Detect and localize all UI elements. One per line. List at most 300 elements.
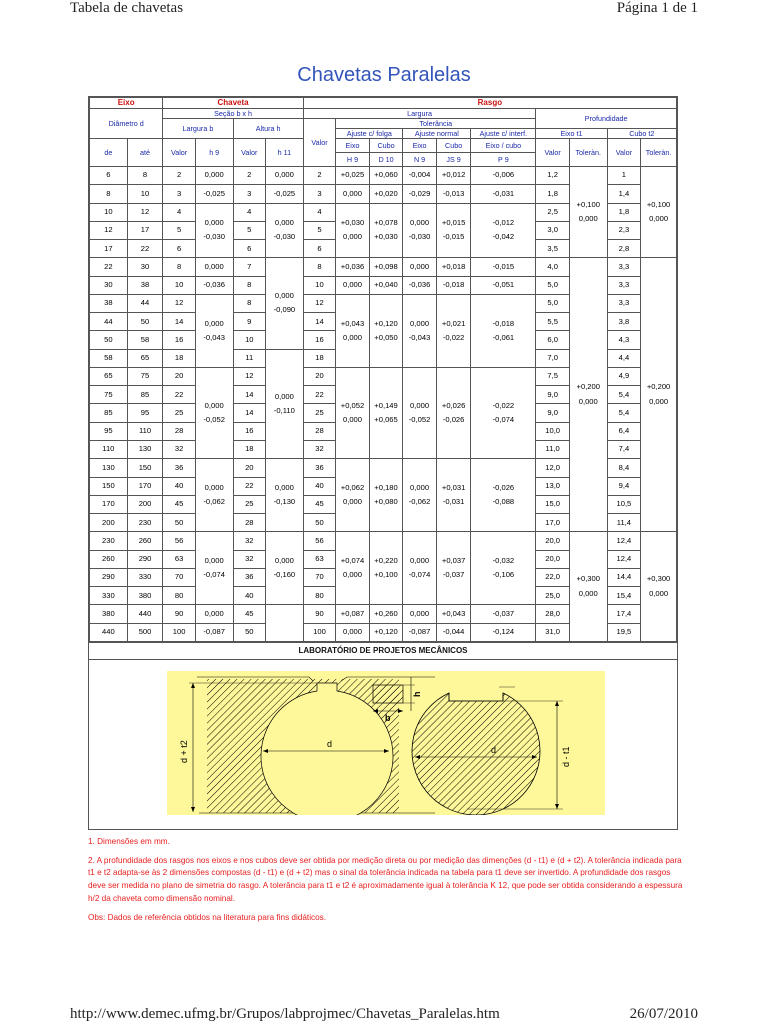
cell-b-valor: 70 [163, 568, 195, 586]
dim-h: h [412, 691, 422, 697]
cell-H9 [336, 605, 370, 623]
t2-line: +0,300 [646, 574, 671, 584]
tol-line: -0,088 [492, 497, 515, 507]
t1-line: 0,000 [578, 396, 598, 406]
cell-b-valor: 50 [163, 514, 195, 532]
cell-D10 [369, 605, 403, 623]
cell-t2-valor: 12,4 [607, 550, 641, 568]
cell-b-valor: 22 [163, 386, 195, 404]
col-largura-b: Largura b [163, 119, 233, 139]
cell-tol-h11 [266, 605, 304, 642]
cell-de: 30 [90, 276, 128, 294]
h11-line: -0,025 [273, 188, 296, 198]
cell-de: 22 [90, 258, 128, 276]
cell-H9 [336, 258, 370, 276]
cell-tol-h9 [195, 294, 233, 367]
cell-h-valor: 12 [233, 367, 265, 385]
cell-h-valor: 45 [233, 605, 265, 623]
h11-line: -0,160 [273, 570, 296, 580]
h9-line: -0,074 [203, 570, 225, 580]
print-header [70, 0, 698, 17]
cell-JS9 [436, 185, 471, 203]
cell-t1-valor: 5,0 [536, 294, 570, 312]
tol-line: 0,000 [410, 218, 430, 228]
tol-line: -0,022 [492, 400, 515, 410]
cell-ate: 150 [127, 459, 163, 477]
cell-t1-valor: 28,0 [536, 605, 570, 623]
h9-line: -0,052 [203, 415, 225, 425]
cell-de: 17 [90, 240, 128, 258]
t1-line: 0,000 [578, 588, 598, 598]
notes [88, 836, 688, 930]
h9-line: -0,036 [203, 280, 225, 290]
note-1: 1. Dimensões em mm. [88, 837, 170, 846]
col-chaveta: Chaveta [163, 98, 303, 109]
cell-de: 10 [90, 203, 128, 221]
cell-JS9 [436, 367, 471, 458]
col-N9: N 9 [403, 153, 437, 167]
cell-de: 260 [90, 550, 128, 568]
cell-b-valor: 4 [163, 203, 195, 221]
tol-line: -0,026 [442, 415, 465, 425]
tol-line: 0,000 [410, 261, 430, 271]
tol-line: -0,036 [408, 280, 431, 290]
tol-line: -0,074 [408, 570, 431, 580]
cell-P9 [471, 203, 536, 258]
t2-line: +0,100 [646, 199, 671, 209]
tol-line: +0,062 [340, 482, 365, 492]
tol-line: +0,100 [374, 570, 398, 580]
cell-de: 150 [90, 477, 128, 495]
cell-P9 [471, 276, 536, 294]
tol-line: +0,015 [441, 218, 466, 228]
cell-t2-valor: 17,4 [607, 605, 641, 623]
cell-largura-valor: 36 [303, 459, 335, 477]
print-footer-date: 26/07/2010 [629, 1006, 698, 1022]
cell-largura-valor: 50 [303, 514, 335, 532]
cell-t2-valor: 4,4 [607, 349, 641, 367]
cell-ate: 38 [127, 276, 163, 294]
cell-t1-valor: 7,5 [536, 367, 570, 385]
cell-b-valor: 8 [163, 258, 195, 276]
tol-line: -0,061 [492, 332, 515, 342]
cell-P9 [471, 459, 536, 532]
tol-line: -0,013 [442, 188, 465, 198]
tol-line: +0,020 [374, 188, 398, 198]
h11-line: -0,110 [273, 405, 295, 415]
cell-JS9 [436, 294, 471, 367]
cell-largura-valor: 40 [303, 477, 335, 495]
cell-b-valor: 5 [163, 221, 195, 239]
cell-D10 [369, 623, 403, 641]
col-largura-valor: Valor [303, 119, 335, 167]
cell-ate: 75 [127, 367, 163, 385]
cell-b-valor: 36 [163, 459, 195, 477]
h9-line: -0,062 [203, 497, 225, 507]
cell-ate: 22 [127, 240, 163, 258]
cell-ate: 58 [127, 331, 163, 349]
cell-t2-valor: 1 [607, 167, 641, 185]
cell-b-valor: 14 [163, 313, 195, 331]
cell-b-valor: 28 [163, 422, 195, 440]
cell-h-valor: 25 [233, 495, 265, 513]
t2-line: 0,000 [649, 396, 669, 406]
tol-line: -0,043 [408, 332, 431, 342]
cell-P9 [471, 532, 536, 605]
tol-line: 0,000 [410, 400, 430, 410]
col-rasgo: Rasgo [303, 98, 676, 109]
cell-h-valor: 20 [233, 459, 265, 477]
col-h-h11: h 11 [266, 139, 304, 167]
col-altura-h: Altura h [233, 119, 303, 139]
tol-line: -0,037 [442, 570, 465, 580]
cell-h-valor: 10 [233, 331, 265, 349]
cell-de: 44 [90, 313, 128, 331]
cell-tol-h9 [195, 185, 233, 203]
cell-t1-valor: 10,0 [536, 422, 570, 440]
h9-line: 0,000 [204, 218, 224, 228]
keys-table [89, 97, 677, 642]
cell-b-valor: 32 [163, 440, 195, 458]
cell-b-valor: 3 [163, 185, 195, 203]
cell-b-valor: 6 [163, 240, 195, 258]
t1-line: +0,300 [576, 574, 600, 584]
cell-ate: 10 [127, 185, 163, 203]
cell-largura-valor: 100 [303, 623, 335, 641]
cell-t1-toleran [569, 167, 607, 258]
col-folga-eixo: Eixo [336, 139, 370, 153]
cell-t1-toleran [569, 532, 607, 642]
cell-largura-valor: 6 [303, 240, 335, 258]
col-de: de [90, 139, 128, 167]
cell-JS9 [436, 203, 471, 258]
h11-line: -0,030 [273, 232, 296, 242]
table-row [90, 258, 677, 276]
col-largura: Largura [303, 109, 536, 119]
tol-line: -0,015 [442, 232, 465, 242]
tol-line: -0,062 [408, 497, 431, 507]
cell-t1-valor: 9,0 [536, 386, 570, 404]
cell-largura-valor: 18 [303, 349, 335, 367]
table-row [90, 167, 677, 185]
cell-D10 [369, 203, 403, 258]
cell-h-valor: 6 [233, 240, 265, 258]
tol-line: 0,000 [342, 332, 362, 342]
cell-N9 [403, 258, 437, 276]
cell-largura-valor: 80 [303, 587, 335, 605]
print-footer-url: http://www.demec.ufmg.br/Grupos/labprojmec/Chavetas_Paralelas.htm [70, 1006, 500, 1022]
cell-tol-h11 [266, 203, 304, 258]
cell-ate: 290 [127, 550, 163, 568]
cell-t1-valor: 9,0 [536, 404, 570, 422]
cell-largura-valor: 16 [303, 331, 335, 349]
col-ajuste-folga: Ajuste c/ folga [336, 129, 403, 139]
cell-h-valor: 11 [233, 349, 265, 367]
cell-JS9 [436, 276, 471, 294]
cell-tol-h9 [195, 276, 233, 294]
cell-t2-toleran [641, 167, 677, 258]
cell-h-valor: 4 [233, 203, 265, 221]
key-figure [167, 671, 605, 815]
cell-t2-valor: 4,3 [607, 331, 641, 349]
t2-line: 0,000 [649, 588, 669, 598]
tol-line: -0,018 [442, 280, 465, 290]
tol-line: +0,060 [374, 170, 398, 180]
cell-de: 75 [90, 386, 128, 404]
print-header-page: Página 1 de 1 [616, 0, 698, 16]
tol-line: -0,018 [492, 318, 515, 328]
tol-line: -0,031 [442, 497, 465, 507]
tol-line: -0,004 [408, 170, 431, 180]
tol-line: +0,037 [441, 556, 466, 565]
cell-de: 12 [90, 221, 128, 239]
cell-t2-valor: 3,3 [607, 258, 641, 276]
cell-tol-h11 [266, 349, 304, 459]
cell-ate: 95 [127, 404, 163, 422]
tol-line: -0,022 [442, 332, 465, 342]
cell-b-valor: 25 [163, 404, 195, 422]
cell-h-valor: 14 [233, 404, 265, 422]
h9-line: -0,087 [203, 627, 225, 637]
h11-line: 0,000 [274, 482, 294, 492]
cell-H9 [336, 203, 370, 258]
cell-t2-valor: 1,8 [607, 203, 641, 221]
cell-tol-h11 [266, 185, 304, 203]
cell-tol-h9 [195, 623, 233, 641]
col-tolerancia: Tolerância [336, 119, 536, 129]
tol-line: 0,000 [342, 497, 362, 507]
cell-N9 [403, 167, 437, 185]
cell-JS9 [436, 167, 471, 185]
col-t2-valor: Valor [607, 139, 641, 167]
cell-h-valor: 22 [233, 477, 265, 495]
shaft-drawing [412, 687, 563, 815]
cell-t1-valor: 15,0 [536, 495, 570, 513]
cell-N9 [403, 203, 437, 258]
cell-de: 50 [90, 331, 128, 349]
cell-N9 [403, 367, 437, 458]
cell-N9 [403, 623, 437, 641]
cell-P9 [471, 185, 536, 203]
tol-line: 0,000 [410, 318, 430, 328]
tol-line: +0,260 [374, 608, 398, 618]
cell-largura-valor: 2 [303, 167, 335, 185]
keys-table-body [90, 98, 677, 642]
tol-line: +0,078 [374, 218, 398, 228]
cell-D10 [369, 459, 403, 532]
t2-line: 0,000 [649, 214, 669, 224]
h11-line: -0,130 [273, 497, 296, 507]
col-t1-valor: Valor [536, 139, 570, 167]
cell-largura-valor: 25 [303, 404, 335, 422]
h9-line: 0,000 [204, 318, 224, 328]
cell-b-valor: 16 [163, 331, 195, 349]
cell-h-valor: 8 [233, 276, 265, 294]
cell-de: 170 [90, 495, 128, 513]
cell-t1-valor: 17,0 [536, 514, 570, 532]
tol-line: +0,031 [441, 482, 466, 492]
cell-h-valor: 9 [233, 313, 265, 331]
tol-line: +0,026 [441, 400, 466, 410]
col-cubo-t2: Cubo t2 [607, 129, 676, 139]
h11-line: 0,000 [274, 291, 294, 301]
cell-ate: 130 [127, 440, 163, 458]
cell-ate: 30 [127, 258, 163, 276]
tol-line: 0,000 [342, 232, 362, 242]
cell-ate: 260 [127, 532, 163, 550]
cell-H9 [336, 623, 370, 641]
cell-tol-h9 [195, 203, 233, 258]
cell-P9 [471, 258, 536, 276]
cell-P9 [471, 605, 536, 623]
tol-line: +0,098 [374, 261, 398, 271]
col-P9: P 9 [471, 153, 536, 167]
tol-line: -0,030 [408, 232, 431, 242]
cell-ate: 65 [127, 349, 163, 367]
print-header-title: Tabela de chavetas [70, 0, 184, 16]
cell-H9 [336, 532, 370, 605]
cell-D10 [369, 294, 403, 367]
tol-line: 0,000 [410, 482, 430, 492]
tol-line: +0,018 [441, 261, 466, 271]
cell-b-valor: 45 [163, 495, 195, 513]
cell-tol-h11 [266, 532, 304, 605]
cell-P9 [471, 294, 536, 367]
cell-t2-valor: 12,4 [607, 532, 641, 550]
cell-b-valor: 63 [163, 550, 195, 568]
cell-D10 [369, 276, 403, 294]
dim-d-shaft: d [491, 745, 497, 755]
col-t1-toleran: Toleràn. [569, 139, 607, 167]
cell-t1-valor: 12,0 [536, 459, 570, 477]
cell-h-valor: 2 [233, 167, 265, 185]
col-b-h9: h 9 [195, 139, 233, 167]
cell-b-valor: 80 [163, 587, 195, 605]
note-obs: Obs: Dados de referência obtidos na literatura para fins didáticos. [88, 912, 327, 922]
cell-t1-valor: 2,5 [536, 203, 570, 221]
cell-ate: 200 [127, 495, 163, 513]
cell-largura-valor: 10 [303, 276, 335, 294]
tol-line: +0,021 [441, 318, 466, 328]
cell-h-valor: 36 [233, 568, 265, 586]
cell-h-valor: 18 [233, 440, 265, 458]
cell-t1-valor: 20,0 [536, 532, 570, 550]
col-h-valor: Valor [233, 139, 265, 167]
cell-ate: 85 [127, 386, 163, 404]
cell-ate: 170 [127, 477, 163, 495]
cell-t2-valor: 1,4 [607, 185, 641, 203]
cell-h-valor: 8 [233, 294, 265, 312]
tol-line: -0,124 [492, 627, 515, 637]
cell-t1-valor: 11,0 [536, 440, 570, 458]
cell-largura-valor: 45 [303, 495, 335, 513]
col-b-valor: Valor [163, 139, 195, 167]
cell-ate: 44 [127, 294, 163, 312]
cell-t1-valor: 22,0 [536, 568, 570, 586]
cell-D10 [369, 532, 403, 605]
cell-N9 [403, 185, 437, 203]
tol-line: -0,042 [492, 232, 515, 242]
cell-b-valor: 56 [163, 532, 195, 550]
cell-t1-valor: 3,5 [536, 240, 570, 258]
cell-largura-valor: 5 [303, 221, 335, 239]
cell-de: 65 [90, 367, 128, 385]
cell-t2-valor: 4,9 [607, 367, 641, 385]
col-D10: D 10 [369, 153, 403, 167]
cell-ate: 110 [127, 422, 163, 440]
tol-line: 0,000 [342, 570, 362, 580]
col-ajuste-normal: Ajuste normal [403, 129, 471, 139]
cell-t2-toleran [641, 532, 677, 642]
t1-line: +0,100 [576, 199, 600, 209]
col-JS9: JS 9 [436, 153, 471, 167]
cell-t1-valor: 7,0 [536, 349, 570, 367]
t2-line: +0,200 [646, 382, 671, 392]
cell-largura-valor: 12 [303, 294, 335, 312]
tol-line: 0,000 [342, 415, 362, 425]
dim-d-hub: d [327, 739, 333, 749]
cell-t2-valor: 19,5 [607, 623, 641, 641]
cell-JS9 [436, 258, 471, 276]
cell-D10 [369, 185, 403, 203]
cell-t1-valor: 1,8 [536, 185, 570, 203]
col-normal-cubo: Cubo [436, 139, 471, 153]
dim-d-plus-t2: d + t2 [179, 740, 189, 763]
cell-t2-valor: 3,3 [607, 294, 641, 312]
tol-line: 0,000 [342, 627, 362, 637]
col-eixo: Eixo [90, 98, 163, 109]
col-eixo-t1: Eixo t1 [536, 129, 607, 139]
cell-h-valor: 16 [233, 422, 265, 440]
tol-line: +0,074 [340, 556, 365, 565]
tol-line: -0,029 [408, 188, 431, 198]
h9-line: 0,000 [204, 170, 224, 180]
cell-largura-valor: 28 [303, 422, 335, 440]
tol-line: -0,037 [492, 608, 515, 618]
cell-tol-h11 [266, 459, 304, 532]
cell-ate: 380 [127, 587, 163, 605]
col-diametro: Diâmetro d [90, 109, 163, 139]
tol-line: -0,052 [408, 415, 431, 425]
cell-t1-valor: 20,0 [536, 550, 570, 568]
tol-line: +0,036 [340, 261, 365, 271]
key-diagram [167, 671, 605, 815]
cell-largura-valor: 14 [303, 313, 335, 331]
cell-H9 [336, 367, 370, 458]
cell-largura-valor: 63 [303, 550, 335, 568]
cell-h-valor: 3 [233, 185, 265, 203]
cell-de: 85 [90, 404, 128, 422]
cell-t2-valor: 2,8 [607, 240, 641, 258]
h11-line: 0,000 [274, 391, 294, 401]
tol-line: +0,052 [340, 400, 365, 410]
cell-t2-valor: 15,4 [607, 587, 641, 605]
tol-line: +0,043 [441, 608, 466, 618]
cell-t1-valor: 13,0 [536, 477, 570, 495]
cell-ate: 500 [127, 623, 163, 641]
cell-h-valor: 40 [233, 587, 265, 605]
keys-table-wrapper [88, 96, 678, 643]
cell-de: 230 [90, 532, 128, 550]
cell-tol-h9 [195, 367, 233, 458]
cell-largura-valor: 4 [303, 203, 335, 221]
h9-line: -0,043 [203, 332, 225, 342]
col-interf-eixo-cubo: Eixo / cubo [471, 139, 536, 153]
tol-line: -0,032 [492, 556, 515, 565]
tol-line: +0,120 [374, 627, 398, 637]
cell-D10 [369, 367, 403, 458]
tol-line: +0,030 [340, 218, 365, 228]
